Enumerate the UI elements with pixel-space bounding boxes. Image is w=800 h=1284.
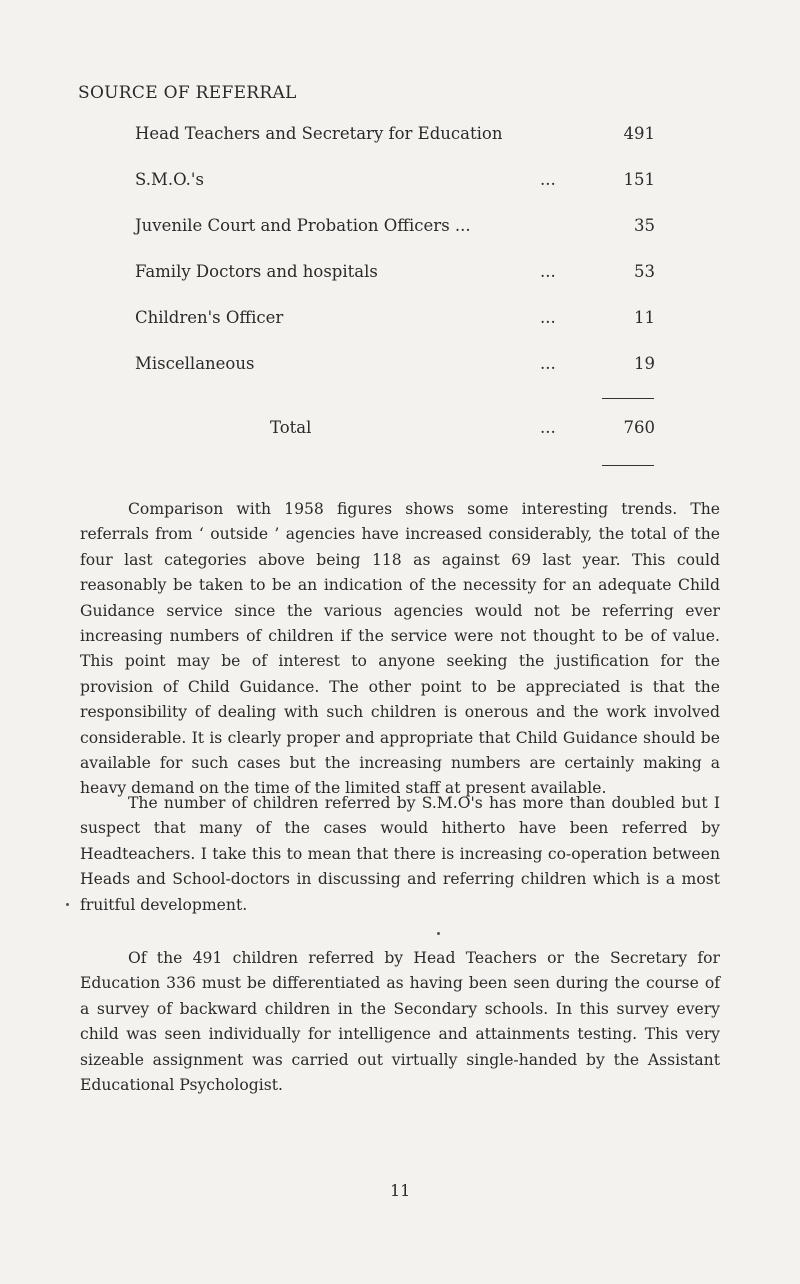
- referral-count: 53: [634, 262, 655, 281]
- referral-count: 19: [634, 354, 655, 373]
- referral-count: 151: [623, 170, 655, 189]
- leader-dots: ...: [540, 308, 556, 327]
- referral-row: [135, 262, 655, 288]
- paragraph-text: Comparison with 1958 figures shows some interesting trends. The referrals from ‘ outside ’ agencies have increased considerably, the total of the four last categories above being 118 as against 69 last year. This could reasonably be taken to be an indication of the necessity for an adequate Child Guidance service since the various agencies would not be referring ever increasing numbers of children if the service were not thought to be of value. This point may be of interest to anyone seeking the justification for the provision of Child Guidance. The other point to be appreciated is that the responsibility of dealing with such children is onerous and the work involved considerable. It is clearly proper and appropriate that Child Guidance should be available for such cases but the increasing numbers are certainly making a heavy demand on the time of the limited staff at present available.: [80, 500, 720, 798]
- referral-count: 491: [623, 124, 655, 143]
- total-label: Total: [270, 418, 312, 437]
- referral-source: Juvenile Court and Probation Officers ...: [135, 216, 471, 235]
- referral-source: S.M.O.'s: [135, 170, 204, 189]
- leader-dots: ...: [540, 418, 556, 437]
- section-heading: SOURCE OF REFERRAL: [78, 83, 297, 103]
- referral-count: 11: [634, 308, 655, 327]
- referral-count: 35: [634, 216, 655, 235]
- total-count: 760: [623, 418, 655, 437]
- referral-row: [135, 308, 655, 334]
- paragraph-text: The number of children referred by S.M.O's has more than doubled but I suspect that many of the cases would hitherto have been referred by Headteachers. I take this to mean that there is increasing co-operation between Heads and School-doctors in discussing and referring children which is a most fruitful development.: [80, 794, 720, 914]
- total-rule-top: [602, 398, 654, 399]
- referral-row: [135, 170, 655, 196]
- print-speck: [437, 932, 440, 935]
- page-number: 11: [390, 1181, 411, 1200]
- paragraph: [80, 497, 720, 802]
- referral-row: [135, 354, 655, 380]
- total-rule-bottom: [602, 465, 654, 466]
- leader-dots: ...: [540, 354, 556, 373]
- referral-source: Miscellaneous: [135, 354, 255, 373]
- total-row: [135, 418, 655, 444]
- paragraph: [80, 946, 720, 1098]
- referral-source: Head Teachers and Secretary for Education: [135, 124, 503, 143]
- referral-row: [135, 216, 655, 242]
- leader-dots: ...: [540, 262, 556, 281]
- leader-dots: ...: [540, 170, 556, 189]
- referral-source: Family Doctors and hospitals: [135, 262, 378, 281]
- referral-row: [135, 124, 655, 150]
- print-speck: [66, 903, 69, 906]
- paragraph: [80, 791, 720, 918]
- referral-source: Children's Officer: [135, 308, 284, 327]
- paragraph-text: Of the 491 children referred by Head Teachers or the Secretary for Education 336 must be differentiated as having been seen during the course of a survey of backward children in the Secondary schools. In this survey every child was seen individually for intelligence and attainments testing. This very sizeable assignment was carried out virtually single-handed by the Assistant Educational Psychologist.: [80, 949, 720, 1095]
